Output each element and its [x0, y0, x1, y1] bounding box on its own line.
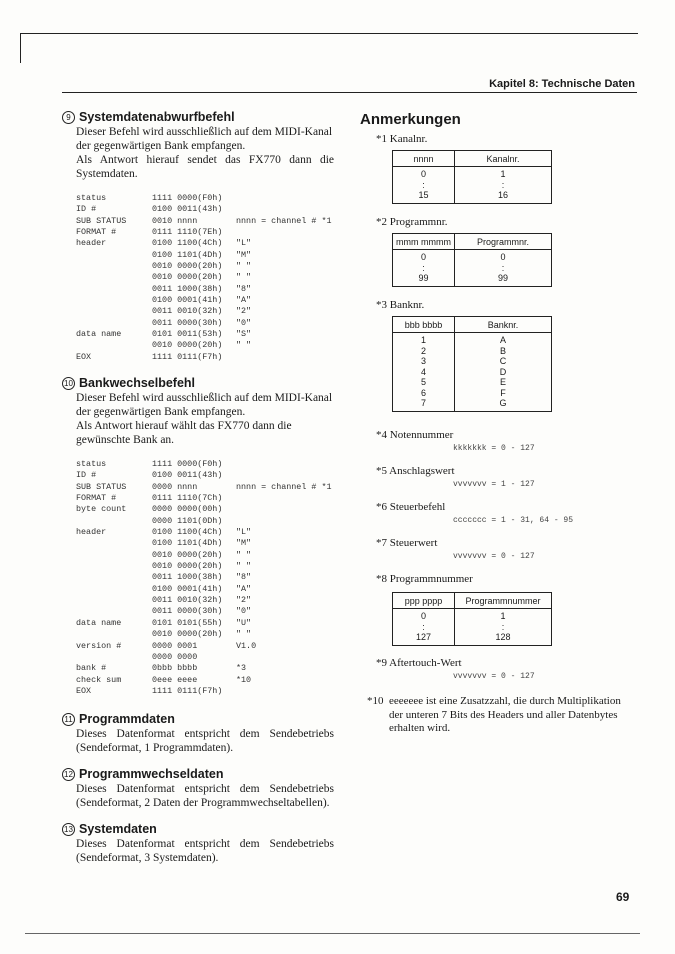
code-field: version # — [76, 640, 122, 651]
code-row — [76, 606, 346, 617]
section-13-number: 13 — [62, 823, 75, 836]
code-field: data name — [76, 329, 122, 340]
code-comment: "A" — [236, 295, 252, 306]
code-comment: "L" — [236, 238, 252, 249]
table-cell: 4 — [393, 367, 455, 378]
section-9-paragraph: Als Antwort hierauf sendet das FX770 dann die Systemdaten. — [76, 154, 334, 180]
code-binary: 0010 nnnn — [152, 215, 198, 226]
code-row — [76, 459, 346, 470]
note-5-label: *5 Anschlagswert — [376, 465, 455, 477]
bottom-rule — [25, 933, 640, 934]
table-row — [393, 622, 552, 633]
code-binary: 0010 0000(20h) — [152, 561, 223, 572]
section-11-number: 11 — [62, 713, 75, 726]
table-row — [393, 263, 552, 274]
code-binary: 0000 0000 — [152, 651, 198, 662]
code-comment: " " — [236, 561, 252, 572]
code-row — [76, 340, 346, 351]
table-row — [393, 180, 552, 191]
code-row — [76, 516, 346, 527]
table-cell: G — [455, 398, 552, 411]
code-field: FORMAT # — [76, 493, 117, 504]
note-6-label: *6 Steuerbefehl — [376, 501, 446, 513]
code-row — [76, 284, 346, 295]
header-rule — [62, 92, 637, 93]
table-cell: A — [455, 333, 552, 346]
note-10-label: *10 — [367, 695, 384, 707]
code-field: SUB STATUS — [76, 481, 127, 492]
section-9-title — [62, 110, 235, 124]
table-row — [393, 398, 552, 411]
notes-title: Anmerkungen — [360, 111, 461, 128]
code-binary: 1111 0111(F7h) — [152, 351, 223, 362]
table-cell: : — [455, 180, 552, 191]
code-field: EOX — [76, 351, 92, 362]
table-cell: 127 — [393, 632, 455, 645]
code-binary: 0010 0000(20h) — [152, 261, 223, 272]
code-binary: 0010 0000(20h) — [152, 629, 223, 640]
code-binary: 0011 0010(32h) — [152, 306, 223, 317]
table-cell: : — [393, 263, 455, 274]
code-binary: 0010 0000(20h) — [152, 272, 223, 283]
code-comment: "U" — [236, 617, 252, 628]
section-10-number: 10 — [62, 377, 75, 390]
code-row — [76, 675, 346, 686]
table-cell: 6 — [393, 388, 455, 399]
code-row — [76, 527, 346, 538]
code-row — [76, 663, 346, 674]
code-field: status — [76, 459, 107, 469]
table-cell: : — [393, 180, 455, 191]
section-9-code — [76, 193, 346, 363]
table-cell: 0 — [393, 250, 455, 263]
code-comment: *3 — [236, 663, 247, 674]
code-field: FORMAT # — [76, 227, 117, 238]
code-row — [76, 584, 346, 595]
table-cell: E — [455, 377, 552, 388]
code-row — [76, 652, 346, 663]
note-6-formula: ccccccc = 1 - 31, 64 - 95 — [453, 516, 574, 525]
section-9-paragraph: Dieser Befehl wird ausschließlich auf dem MIDI-Kanal der gegenwärtigen Bank empfangen. — [76, 126, 333, 152]
table-header-cell: Programmnummer — [455, 593, 552, 609]
table-cell: 7 — [393, 398, 455, 411]
note-8-label: *8 Programmnummer — [376, 573, 473, 585]
code-comment: "0" — [236, 606, 252, 617]
code-row — [76, 618, 346, 629]
code-row — [76, 686, 346, 697]
table-row — [393, 333, 552, 346]
code-comment: "S" — [236, 329, 252, 340]
code-binary: 0000 1101(0Dh) — [152, 515, 223, 526]
table-cell: F — [455, 388, 552, 399]
table-cell: 15 — [393, 190, 455, 203]
section-12-number: 12 — [62, 768, 75, 781]
code-row — [76, 193, 346, 204]
code-row — [76, 493, 346, 504]
section-10-title — [62, 376, 195, 390]
code-field: header — [76, 527, 107, 538]
table-row — [393, 250, 552, 263]
code-comment: nnnn = channel # *1 — [236, 215, 332, 226]
code-comment: "0" — [236, 317, 252, 328]
code-row — [76, 561, 346, 572]
code-row — [76, 295, 346, 306]
code-binary: 0eee eeee — [152, 674, 198, 685]
code-binary: 0100 1100(4Ch) — [152, 238, 223, 249]
table-row — [393, 377, 552, 388]
table-row — [393, 167, 552, 180]
code-comment: "8" — [236, 283, 252, 294]
code-binary: 0101 0011(53h) — [152, 329, 223, 340]
code-row — [76, 250, 346, 261]
table-cell: : — [455, 263, 552, 274]
code-binary: 0010 0000(20h) — [152, 340, 223, 351]
code-comment: V1.0 — [236, 640, 257, 651]
note-8-table — [392, 592, 552, 646]
code-binary: 0000 0001 — [152, 640, 198, 651]
code-binary: 0100 1101(4Dh) — [152, 538, 223, 549]
code-comment: "8" — [236, 572, 252, 583]
code-field: SUB STATUS — [76, 215, 127, 226]
table-header-row — [393, 593, 552, 609]
note-3-label: *3 Banknr. — [376, 299, 425, 311]
note-9-label: *9 Aftertouch-Wert — [376, 657, 462, 669]
section-12-paragraph: Dieses Datenformat entspricht dem Sendebetriebs (Sendeformat, 2 Daten der Programmwechseltabellen). — [76, 783, 334, 809]
top-rule — [20, 33, 638, 34]
code-comment: " " — [236, 340, 252, 351]
code-comment: " " — [236, 549, 252, 560]
note-10-text: eeeeeee ist eine Zusatzzahl, die durch Multiplikation der unteren 7 Bits des Headers und aller Datenbytes erhalten wird. — [389, 695, 621, 734]
code-binary: 0100 0001(41h) — [152, 295, 223, 306]
code-field: byte count — [76, 504, 127, 515]
table-cell: 0 — [393, 609, 455, 622]
table-cell: D — [455, 367, 552, 378]
code-row — [76, 595, 346, 606]
code-row — [76, 272, 346, 283]
chapter-header: Kapitel 8: Technische Daten — [489, 78, 635, 90]
code-comment: "M" — [236, 249, 252, 260]
code-row — [76, 318, 346, 329]
table-cell: 1 — [455, 609, 552, 622]
note-7-formula: vvvvvvv = 0 - 127 — [453, 552, 535, 561]
code-comment: " " — [236, 272, 252, 283]
note-4-formula: kkkkkkk = 0 - 127 — [453, 444, 535, 453]
table-row — [393, 632, 552, 645]
note-4-label: *4 Notennummer — [376, 429, 454, 441]
note-3-table — [392, 316, 552, 412]
code-binary: 0011 1000(38h) — [152, 283, 223, 294]
note-7-label: *7 Steuerwert — [376, 537, 438, 549]
table-cell: 99 — [393, 273, 455, 286]
code-binary: 0011 0000(30h) — [152, 606, 223, 617]
table-header-cell: Banknr. — [455, 317, 552, 333]
code-row — [76, 504, 346, 515]
code-row — [76, 261, 346, 272]
code-field: bank # — [76, 663, 107, 674]
code-field: status — [76, 193, 107, 203]
table-header-cell: bbb bbbb — [393, 317, 455, 333]
code-comment: nnnn = channel # *1 — [236, 481, 332, 492]
code-comment: "2" — [236, 595, 252, 606]
section-10-text — [76, 391, 336, 447]
section-13-paragraph: Dieses Datenformat entspricht dem Sendebetriebs (Sendeformat, 3 Systemdaten). — [76, 838, 334, 864]
corner-mark — [20, 33, 21, 63]
table-row — [393, 346, 552, 357]
table-cell: B — [455, 346, 552, 357]
code-binary: 0111 1110(7Ch) — [152, 493, 223, 504]
table-header-cell: nnnn — [393, 151, 455, 167]
table-row — [393, 367, 552, 378]
table-cell: 3 — [393, 356, 455, 367]
table-row — [393, 356, 552, 367]
section-11-title — [62, 712, 175, 726]
code-binary: 0100 0011(43h) — [152, 204, 223, 215]
section-12-text — [76, 782, 334, 810]
note-2-label: *2 Programmnr. — [376, 216, 448, 228]
section-13-text — [76, 837, 334, 865]
code-row — [76, 238, 346, 249]
section-11-heading: Programmdaten — [79, 712, 175, 726]
note-1-table — [392, 150, 552, 204]
code-binary: 0011 0010(32h) — [152, 595, 223, 606]
table-cell: 16 — [455, 190, 552, 203]
code-comment: *10 — [236, 674, 252, 685]
code-comment: "A" — [236, 583, 252, 594]
section-10-code — [76, 459, 346, 697]
section-10-heading: Bankwechselbefehl — [79, 376, 196, 390]
code-row — [76, 470, 346, 481]
section-13-title — [62, 822, 157, 836]
code-binary: 0010 0000(20h) — [152, 549, 223, 560]
table-header-cell: mmm mmmm — [393, 234, 455, 250]
note-5-formula: vvvvvvv = 1 - 127 — [453, 480, 535, 489]
code-binary: 0100 0011(43h) — [152, 470, 223, 481]
section-10-paragraph: Als Antwort hierauf wählt das FX770 dann die gewünschte Bank an. — [76, 420, 292, 446]
table-cell: 128 — [455, 632, 552, 645]
table-cell: 0 — [455, 250, 552, 263]
table-cell: : — [455, 622, 552, 633]
table-cell: 99 — [455, 273, 552, 286]
section-13-heading: Systemdaten — [79, 822, 157, 836]
section-10-paragraph: Dieser Befehl wird ausschließlich auf dem MIDI-Kanal der gegenwärtigen Bank empfangen. — [76, 392, 333, 418]
table-header-cell: ppp pppp — [393, 593, 455, 609]
code-row — [76, 572, 346, 583]
code-binary: 0011 0000(30h) — [152, 317, 223, 328]
code-binary: 1111 0111(F7h) — [152, 685, 223, 696]
table-cell: 2 — [393, 346, 455, 357]
code-row — [76, 641, 346, 652]
code-row — [76, 629, 346, 640]
table-header-cell: Programmnr. — [455, 234, 552, 250]
table-header-row — [393, 151, 552, 167]
table-row — [393, 609, 552, 622]
table-cell: 5 — [393, 377, 455, 388]
code-binary: 0101 0101(55h) — [152, 617, 223, 628]
code-binary: 0bbb bbbb — [152, 663, 198, 674]
section-11-paragraph: Dieses Datenformat entspricht dem Sendebetriebs (Sendeformat, 1 Programmdaten). — [76, 728, 334, 754]
note-1-label: *1 Kanalnr. — [376, 133, 428, 145]
table-cell: 1 — [393, 333, 455, 346]
code-row — [76, 538, 346, 549]
code-row — [76, 306, 346, 317]
code-binary: 0111 1110(7Eh) — [152, 227, 223, 238]
code-row — [76, 204, 346, 215]
table-cell: 0 — [393, 167, 455, 180]
section-9-number: 9 — [62, 111, 75, 124]
code-comment: " " — [236, 629, 252, 640]
section-9-heading: Systemdatenabwurfbefehl — [79, 110, 235, 124]
code-field: EOX — [76, 685, 92, 696]
code-comment: "2" — [236, 306, 252, 317]
code-binary: 1111 0000(F0h) — [152, 459, 223, 469]
note-9-formula: vvvvvvv = 0 - 127 — [453, 672, 535, 681]
code-comment: "L" — [236, 527, 252, 538]
page-number: 69 — [616, 890, 630, 904]
table-row — [393, 388, 552, 399]
code-comment: " " — [236, 261, 252, 272]
table-header-row — [393, 317, 552, 333]
code-row — [76, 550, 346, 561]
section-9-text — [76, 125, 334, 181]
code-comment: "M" — [236, 538, 252, 549]
table-header-row — [393, 234, 552, 250]
section-11-text — [76, 727, 334, 755]
code-row — [76, 227, 346, 238]
code-binary: 0100 0001(41h) — [152, 583, 223, 594]
code-binary: 0000 0000(00h) — [152, 504, 223, 515]
code-binary: 0011 1000(38h) — [152, 572, 223, 583]
note-2-table — [392, 233, 552, 287]
code-row — [76, 329, 346, 340]
code-row — [76, 482, 346, 493]
table-cell: C — [455, 356, 552, 367]
section-12-title — [62, 767, 224, 781]
code-binary: 0100 1101(4Dh) — [152, 249, 223, 260]
table-cell: : — [393, 622, 455, 633]
code-field: ID # — [76, 470, 97, 481]
code-field: check sum — [76, 674, 122, 685]
code-binary: 0000 nnnn — [152, 481, 198, 492]
section-12-heading: Programmwechseldaten — [79, 767, 224, 781]
code-binary: 1111 0000(F0h) — [152, 193, 223, 203]
table-row — [393, 190, 552, 203]
code-row — [76, 352, 346, 363]
table-header-cell: Kanalnr. — [455, 151, 552, 167]
code-row — [76, 216, 346, 227]
code-binary: 0100 1100(4Ch) — [152, 527, 223, 538]
table-row — [393, 273, 552, 286]
table-cell: 1 — [455, 167, 552, 180]
code-field: data name — [76, 617, 122, 628]
code-field: header — [76, 238, 107, 249]
code-field: ID # — [76, 204, 97, 215]
